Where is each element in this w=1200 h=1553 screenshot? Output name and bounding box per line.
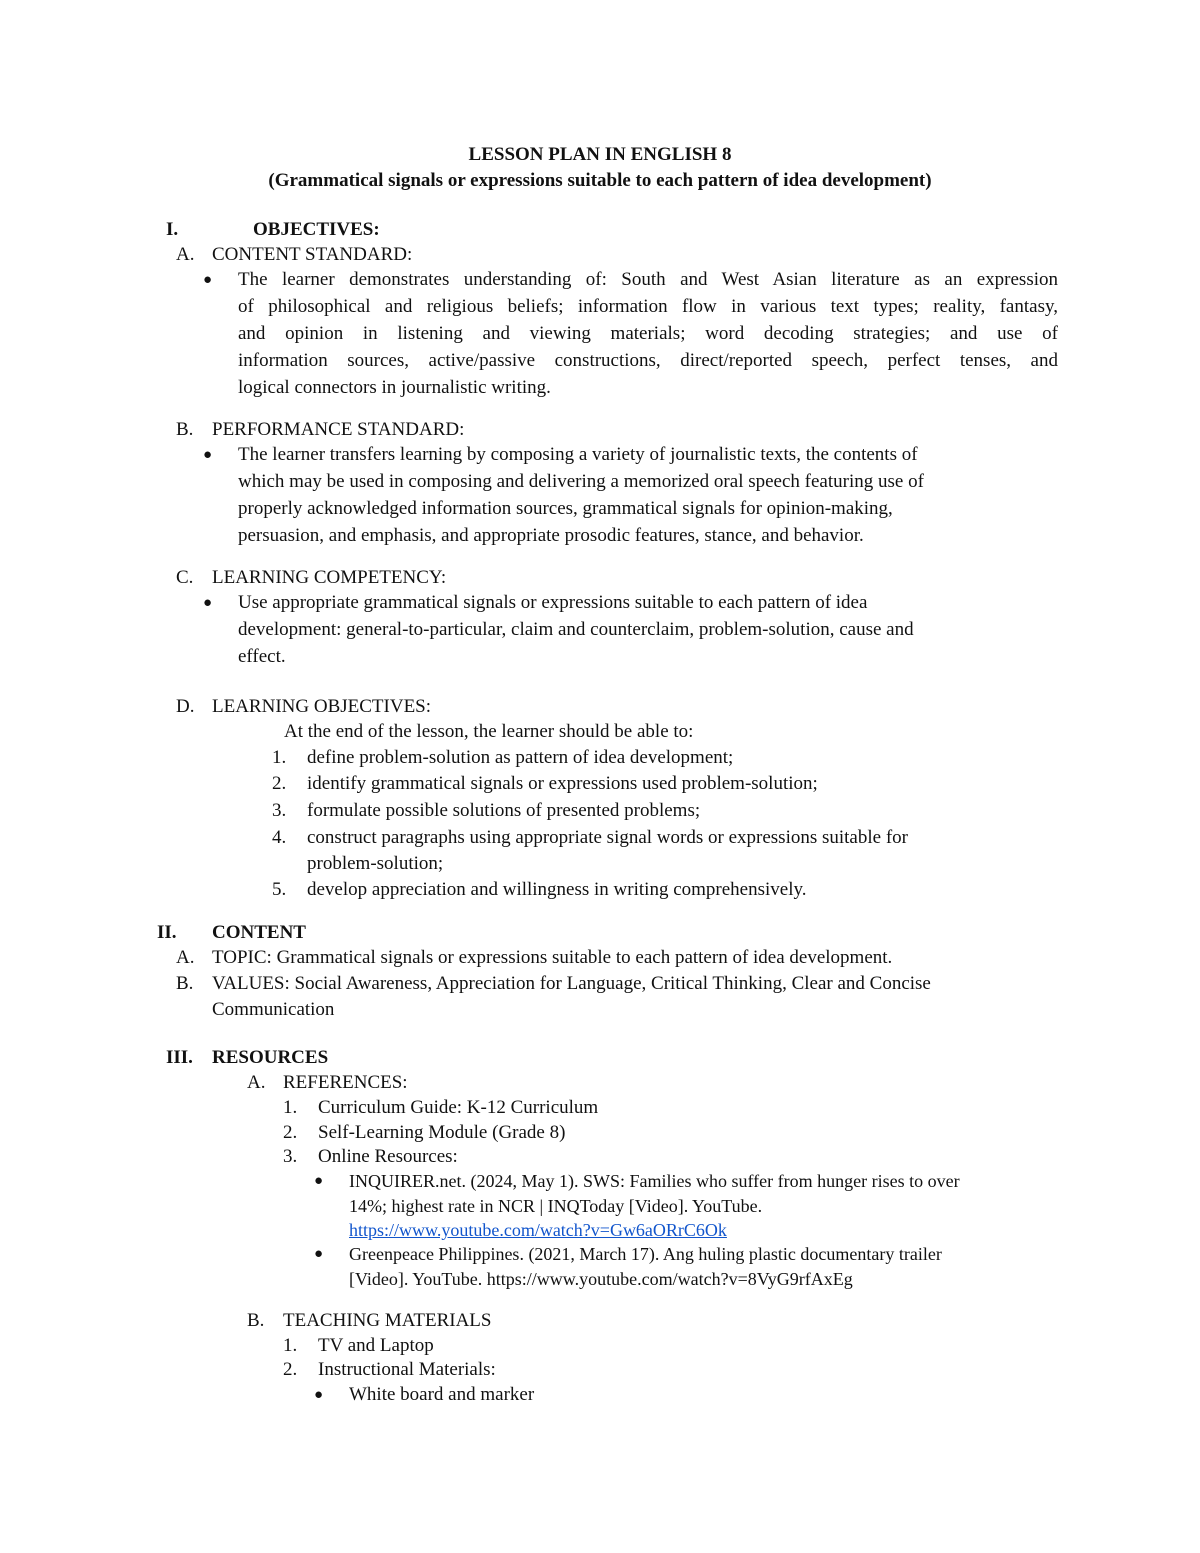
objective-text-continued: problem-solution; — [307, 853, 444, 874]
values-text: VALUES: Social Awareness, Appreciation for Language, Critical Thinking, Clear and Concise — [212, 973, 931, 994]
section-heading-objectives: OBJECTIVES: — [253, 219, 380, 240]
content-standard-letter: A. — [176, 244, 195, 265]
bullet-icon: ● — [203, 272, 213, 288]
values-letter: B. — [176, 973, 194, 994]
topic-text: TOPIC: Grammatical signals or expressions suitable to each pattern of idea development. — [212, 947, 893, 968]
reference-text: Self-Learning Module (Grade 8) — [318, 1122, 566, 1143]
bullet-icon: ● — [314, 1387, 324, 1403]
objective-number: 4. — [272, 827, 287, 848]
reference-number: 1. — [283, 1097, 298, 1118]
section-heading-resources: RESOURCES — [212, 1047, 329, 1068]
section-numeral-content: II. — [157, 922, 177, 943]
references-letter: A. — [247, 1072, 266, 1093]
performance-standard-line-4: persuasion, and emphasis, and appropriate prosodic features, stance, and behavior. — [238, 525, 864, 546]
values-text-continued: Communication — [212, 999, 335, 1020]
bullet-icon: ● — [314, 1246, 324, 1262]
material-number: 1. — [283, 1335, 298, 1356]
material-text: Instructional Materials: — [318, 1359, 496, 1380]
content-standard-line-4: information sources, active/passive constructions, direct/reported speech, perfect tenses, and — [238, 350, 1058, 371]
reference-number: 3. — [283, 1146, 298, 1167]
content-standard-line-3: and opinion in listening and viewing materials; word decoding strategies; and use of — [238, 323, 1058, 344]
section-numeral-resources: III. — [166, 1047, 193, 1068]
youtube-link-inquirer[interactable]: https://www.youtube.com/watch?v=Gw6aORrC6Ok — [349, 1220, 727, 1240]
learning-competency-letter: C. — [176, 567, 194, 588]
material-sub-item: White board and marker — [349, 1384, 535, 1405]
learning-competency-line-2: development: general-to-particular, claim and counterclaim, problem-solution, cause and — [238, 619, 914, 640]
content-standard-line-5: logical connectors in journalistic writing. — [238, 377, 551, 398]
learning-competency-label: LEARNING COMPETENCY: — [212, 567, 447, 588]
online-resource-2-line-1: Greenpeace Philippines. (2021, March 17). Ang huling plastic documentary trailer — [349, 1244, 942, 1264]
performance-standard-line-1: The learner transfers learning by composing a variety of journalistic texts, the contents of — [238, 444, 918, 465]
material-number: 2. — [283, 1359, 298, 1380]
objective-text: identify grammatical signals or expressions used problem-solution; — [307, 773, 818, 794]
learning-competency-line-1: Use appropriate grammatical signals or expressions suitable to each pattern of idea — [238, 592, 868, 613]
content-standard-label: CONTENT STANDARD: — [212, 244, 413, 265]
objective-text: define problem-solution as pattern of idea development; — [307, 747, 734, 768]
objective-number: 5. — [272, 879, 287, 900]
learning-objectives-letter: D. — [176, 696, 195, 717]
performance-standard-line-3: properly acknowledged information sources, grammatical signals for opinion-making, — [238, 498, 893, 519]
content-standard-line-1: The learner demonstrates understanding of: South and West Asian literature as an expression — [238, 269, 1058, 290]
performance-standard-letter: B. — [176, 419, 194, 440]
section-heading-content: CONTENT — [212, 922, 306, 943]
content-standard-line-2: of philosophical and religious beliefs; information flow in various text types; reality, fantasy, — [238, 296, 1058, 317]
learning-objectives-intro: At the end of the lesson, the learner should be able to: — [284, 721, 694, 742]
reference-number: 2. — [283, 1122, 298, 1143]
reference-text: Curriculum Guide: K-12 Curriculum — [318, 1097, 599, 1118]
learning-objectives-label: LEARNING OBJECTIVES: — [212, 696, 432, 717]
objective-number: 3. — [272, 800, 287, 821]
teaching-materials-label: TEACHING MATERIALS — [283, 1310, 492, 1331]
objective-text: construct paragraphs using appropriate signal words or expressions suitable for — [307, 827, 908, 848]
bullet-icon: ● — [314, 1173, 324, 1189]
bullet-icon: ● — [203, 595, 213, 611]
performance-standard-label: PERFORMANCE STANDARD: — [212, 419, 465, 440]
performance-standard-line-2: which may be used in composing and delivering a memorized oral speech featuring use of — [238, 471, 924, 492]
objective-number: 1. — [272, 747, 287, 768]
objective-text: develop appreciation and willingness in writing comprehensively. — [307, 879, 807, 900]
learning-competency-line-3: effect. — [238, 646, 286, 667]
objective-number: 2. — [272, 773, 287, 794]
section-numeral-objectives: I. — [166, 219, 179, 240]
teaching-materials-letter: B. — [247, 1310, 265, 1331]
topic-letter: A. — [176, 947, 195, 968]
bullet-icon: ● — [203, 447, 213, 463]
online-resource-1-line-2: 14%; highest rate in NCR | INQToday [Video]. YouTube. — [349, 1196, 763, 1216]
objective-text: formulate possible solutions of presented problems; — [307, 800, 701, 821]
reference-text: Online Resources: — [318, 1146, 458, 1167]
page-title: LESSON PLAN IN ENGLISH 8 — [468, 144, 732, 165]
material-text: TV and Laptop — [318, 1335, 434, 1356]
online-resource-2-line-2: [Video]. YouTube. https://www.youtube.com/watch?v=8VyG9rfAxEg — [349, 1269, 853, 1289]
online-resource-1-line-1: INQUIRER.net. (2024, May 1). SWS: Families who suffer from hunger rises to over — [349, 1171, 960, 1191]
page-subtitle: (Grammatical signals or expressions suitable to each pattern of idea development) — [268, 170, 932, 191]
references-label: REFERENCES: — [283, 1072, 408, 1093]
